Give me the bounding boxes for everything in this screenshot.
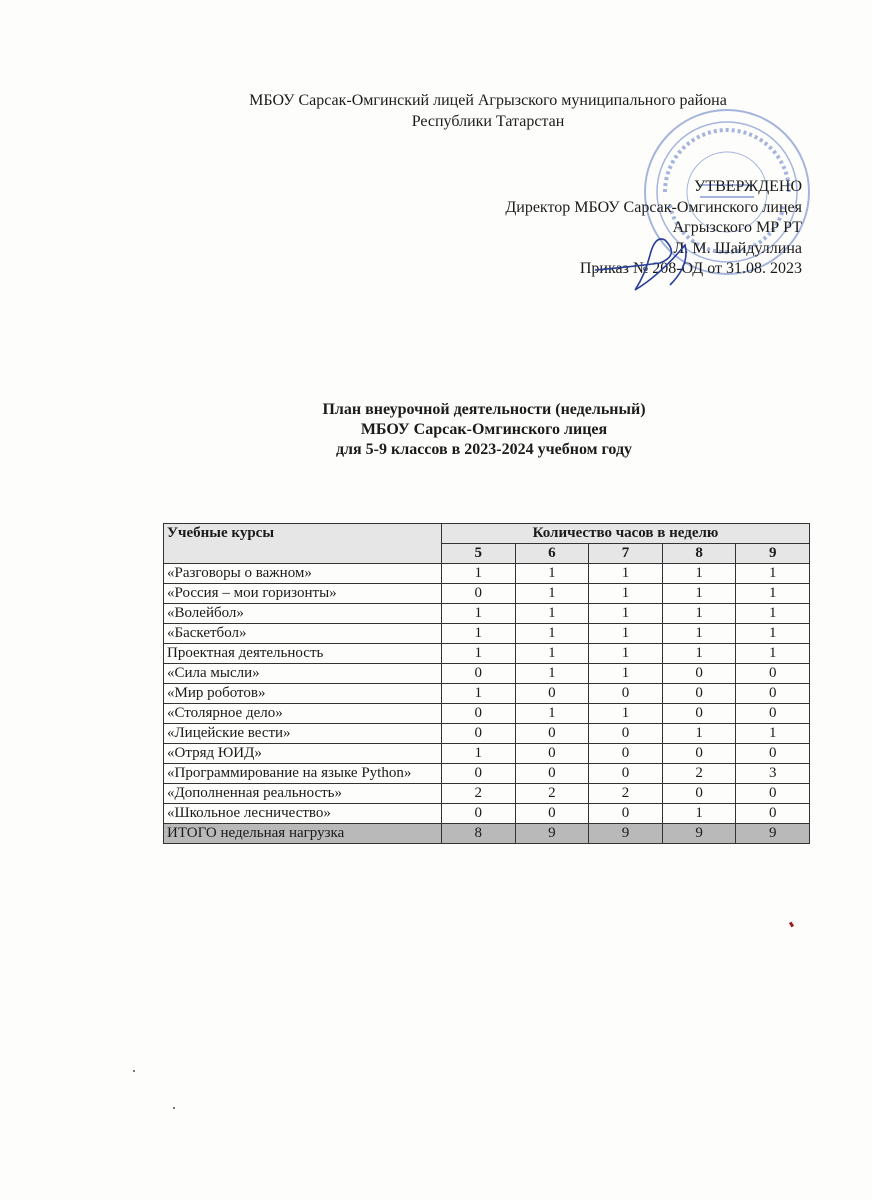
hours-cell: 1 xyxy=(515,624,589,644)
hours-cell: 3 xyxy=(736,764,810,784)
hours-cell: 0 xyxy=(515,724,589,744)
table-row xyxy=(164,564,810,584)
grade-header: 9 xyxy=(736,544,810,564)
total-row xyxy=(164,824,810,844)
hours-cell: 0 xyxy=(736,664,810,684)
table-row xyxy=(164,624,810,644)
hours-cell: 1 xyxy=(589,664,663,684)
hours-cell: 1 xyxy=(589,564,663,584)
course-name: «Мир роботов» xyxy=(164,684,442,704)
org-line-2: Республики Татарстан xyxy=(411,113,565,130)
hours-cell: 0 xyxy=(515,684,589,704)
hours-cell: 1 xyxy=(515,564,589,584)
org-line-1: МБОУ Сарсак-Омгинский лицей Агрызского муниципального района xyxy=(249,92,727,109)
hours-cell: 1 xyxy=(736,724,810,744)
approval-district: Агрызского МР РТ xyxy=(672,219,802,236)
hours-cell: 1 xyxy=(662,584,736,604)
hours-cell: 0 xyxy=(442,764,516,784)
hours-cell: 1 xyxy=(589,644,663,664)
approval-title: УТВЕРЖДЕНО xyxy=(693,178,802,195)
hours-cell: 0 xyxy=(515,744,589,764)
hours-cell: 1 xyxy=(515,604,589,624)
hours-cell: 1 xyxy=(515,664,589,684)
courses-column-header: Учебные курсы xyxy=(164,524,442,564)
hours-cell: 0 xyxy=(662,664,736,684)
table-row xyxy=(164,704,810,724)
total-cell: 9 xyxy=(589,824,663,844)
scan-speck xyxy=(133,1070,135,1072)
hours-cell: 1 xyxy=(589,584,663,604)
total-cell: 9 xyxy=(515,824,589,844)
table-header-row xyxy=(164,524,810,544)
hours-cell: 1 xyxy=(589,624,663,644)
course-name: «Сила мысли» xyxy=(164,664,442,684)
hours-cell: 0 xyxy=(736,784,810,804)
table-row xyxy=(164,684,810,704)
grade-header: 5 xyxy=(442,544,516,564)
table-row xyxy=(164,744,810,764)
table-row xyxy=(164,644,810,664)
hours-cell: 0 xyxy=(515,764,589,784)
hours-table xyxy=(163,523,810,844)
table-row xyxy=(164,664,810,684)
hours-cell: 2 xyxy=(442,784,516,804)
table-row xyxy=(164,764,810,784)
hours-cell: 0 xyxy=(589,744,663,764)
hours-cell: 0 xyxy=(442,664,516,684)
table-row xyxy=(164,724,810,744)
hours-cell: 1 xyxy=(662,564,736,584)
hours-cell: 1 xyxy=(736,624,810,644)
course-name: «Программирование на языке Python» xyxy=(164,764,442,784)
table-row xyxy=(164,604,810,624)
course-name: «Разговоры о важном» xyxy=(164,564,442,584)
hours-cell: 0 xyxy=(736,684,810,704)
hours-cell: 0 xyxy=(442,704,516,724)
hours-cell: 1 xyxy=(662,724,736,744)
hours-cell: 1 xyxy=(442,624,516,644)
hours-cell: 1 xyxy=(515,584,589,604)
hours-cell: 1 xyxy=(662,804,736,824)
course-name: «Баскетбол» xyxy=(164,624,442,644)
hours-cell: 0 xyxy=(662,784,736,804)
hours-cell: 1 xyxy=(442,684,516,704)
hours-cell: 1 xyxy=(662,644,736,664)
approval-block xyxy=(505,177,802,280)
ink-mark xyxy=(789,922,794,928)
total-cell: 8 xyxy=(442,824,516,844)
hours-cell: 1 xyxy=(662,624,736,644)
course-name: «Лицейские вести» xyxy=(164,724,442,744)
hours-column-header: Количество часов в неделю xyxy=(442,524,810,544)
hours-cell: 1 xyxy=(736,584,810,604)
hours-cell: 2 xyxy=(589,784,663,804)
hours-cell: 0 xyxy=(736,744,810,764)
course-name: «Школьное лесничество» xyxy=(164,804,442,824)
plan-title-line-3: для 5-9 классов в 2023-2024 учебном году xyxy=(335,441,633,458)
hours-cell: 1 xyxy=(662,604,736,624)
hours-cell: 0 xyxy=(589,764,663,784)
hours-cell: 1 xyxy=(442,744,516,764)
course-name: «Россия – мои горизонты» xyxy=(164,584,442,604)
table-row xyxy=(164,804,810,824)
hours-cell: 0 xyxy=(662,744,736,764)
course-name: Проектная деятельность xyxy=(164,644,442,664)
hours-cell: 1 xyxy=(736,604,810,624)
grade-header: 7 xyxy=(589,544,663,564)
hours-cell: 1 xyxy=(442,644,516,664)
course-name: «Волейбол» xyxy=(164,604,442,624)
hours-cell: 0 xyxy=(442,804,516,824)
hours-cell: 1 xyxy=(589,704,663,724)
scan-speck xyxy=(173,1107,175,1109)
plan-title-line-1: План внеурочной деятельности (недельный) xyxy=(322,401,646,418)
course-name: «Дополненная реальность» xyxy=(164,784,442,804)
grade-header: 8 xyxy=(662,544,736,564)
hours-cell: 0 xyxy=(589,804,663,824)
hours-cell: 1 xyxy=(736,564,810,584)
hours-cell: 0 xyxy=(442,724,516,744)
table-row xyxy=(164,584,810,604)
plan-title xyxy=(0,400,872,460)
hours-cell: 1 xyxy=(736,644,810,664)
hours-cell: 0 xyxy=(442,584,516,604)
hours-cell: 2 xyxy=(662,764,736,784)
total-cell: 9 xyxy=(736,824,810,844)
hours-cell: 1 xyxy=(442,564,516,584)
organization-header xyxy=(0,90,872,132)
total-label: ИТОГО недельная нагрузка xyxy=(164,824,442,844)
approval-order: Приказ № 208-ОД от 31.08. 2023 xyxy=(579,260,802,277)
hours-cell: 1 xyxy=(515,704,589,724)
hours-cell: 1 xyxy=(589,604,663,624)
approval-name: Л. М. Шайдуллина xyxy=(673,239,802,257)
hours-cell: 0 xyxy=(736,804,810,824)
hours-cell: 0 xyxy=(589,684,663,704)
hours-cell: 0 xyxy=(515,804,589,824)
hours-cell: 1 xyxy=(515,644,589,664)
total-cell: 9 xyxy=(662,824,736,844)
hours-cell: 1 xyxy=(442,604,516,624)
approval-position: Директор МБОУ Сарсак-Омгинского лицея xyxy=(505,198,802,216)
hours-cell: 0 xyxy=(662,704,736,724)
course-name: «Отряд ЮИД» xyxy=(164,744,442,764)
hours-cell: 0 xyxy=(736,704,810,724)
table-row xyxy=(164,784,810,804)
hours-cell: 0 xyxy=(662,684,736,704)
course-name: «Столярное дело» xyxy=(164,704,442,724)
grade-header: 6 xyxy=(515,544,589,564)
hours-cell: 0 xyxy=(589,724,663,744)
hours-cell: 2 xyxy=(515,784,589,804)
plan-title-line-2: МБОУ Сарсак-Омгинского лицея xyxy=(360,421,608,438)
